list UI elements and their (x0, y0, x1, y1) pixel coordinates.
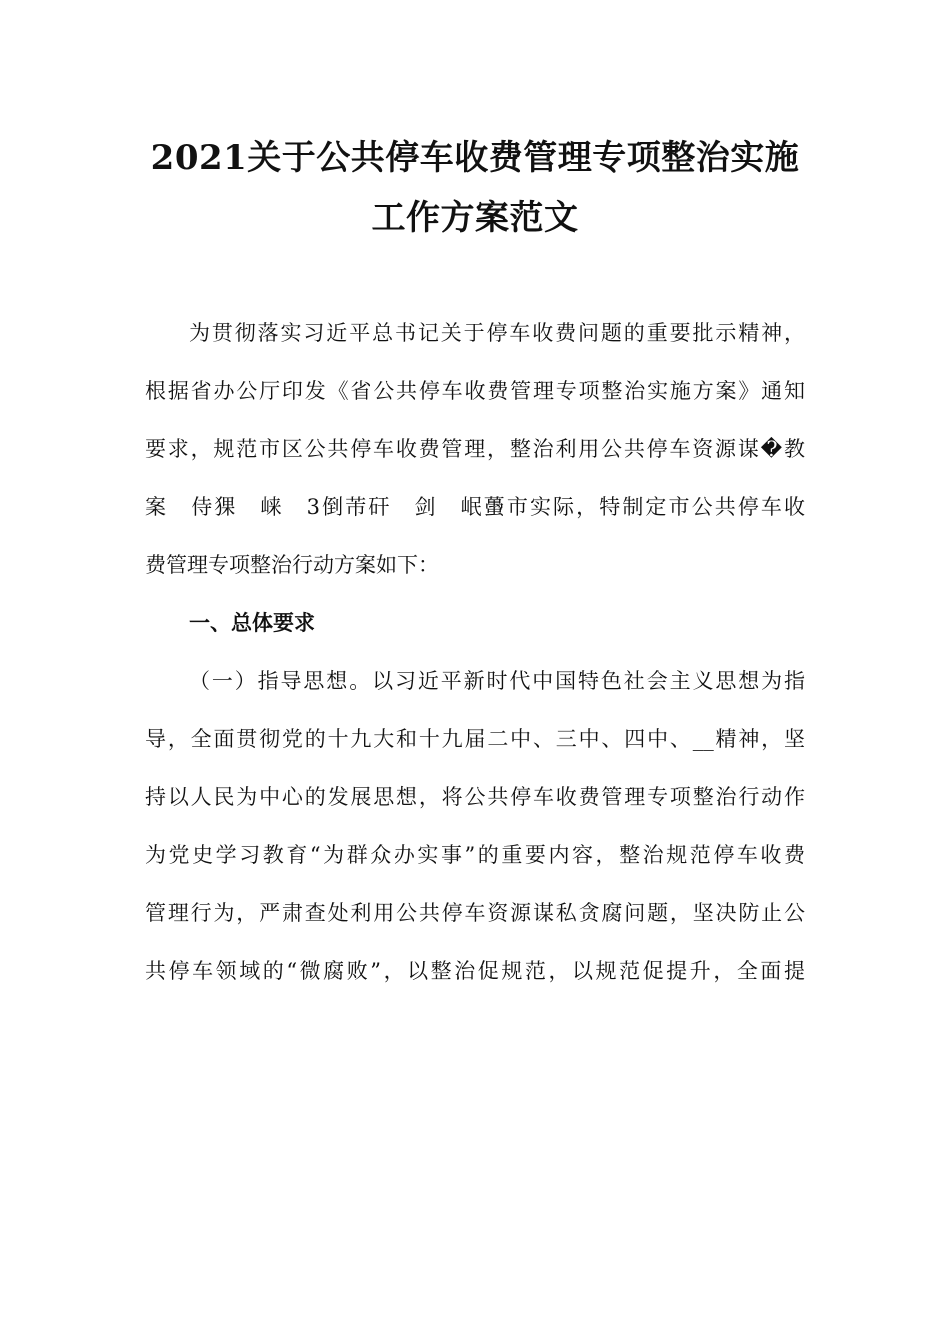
paragraph-line: 为党史学习教育“为群众办实事”的重要内容，整治规范停车收费 (145, 843, 805, 867)
document-body (145, 308, 805, 1004)
paragraph-line: 导，全面贯彻党的十九大和十九届二中、三中、四中、__精神，坚 (145, 727, 805, 751)
section-heading (145, 598, 805, 656)
document-title (80, 128, 870, 248)
paragraph-intro (145, 308, 805, 598)
paragraph-line: 案 侍猓 崃 3倒芾矸 剑 岷蠆市实际，特制定市公共停车收 (145, 495, 805, 519)
paragraph-line: 费管理专项整治行动方案如下： (145, 553, 439, 577)
paragraph-guiding-thought (145, 656, 805, 1004)
paragraph-line: 共停车领域的“微腐败”，以整治促规范，以规范促提升，全面提 (145, 959, 805, 983)
paragraph-line: 为贯彻落实习近平总书记关于停车收费问题的重要批示精神， (189, 321, 805, 345)
section-heading-text: 一、总体要求 (189, 610, 315, 635)
paragraph-line: 根据省办公厅印发《省公共停车收费管理专项整治实施方案》通知 (145, 379, 805, 403)
paragraph-line: （一）指导思想。以习近平新时代中国特色社会主义思想为指 (189, 669, 805, 693)
title-line-2: 工作方案范文 (371, 198, 579, 238)
paragraph-line: 管理行为，严肃查处利用公共停车资源谋私贪腐问题，坚决防止公 (145, 901, 805, 925)
paragraph-line: 持以人民为中心的发展思想，将公共停车收费管理专项整治行动作 (145, 785, 805, 809)
title-line-1: 2021关于公共停车收费管理专项整治实施 (150, 138, 800, 178)
paragraph-line: 要求，规范市区公共停车收费管理，整治利用公共停车资源谋�教 (145, 437, 805, 461)
